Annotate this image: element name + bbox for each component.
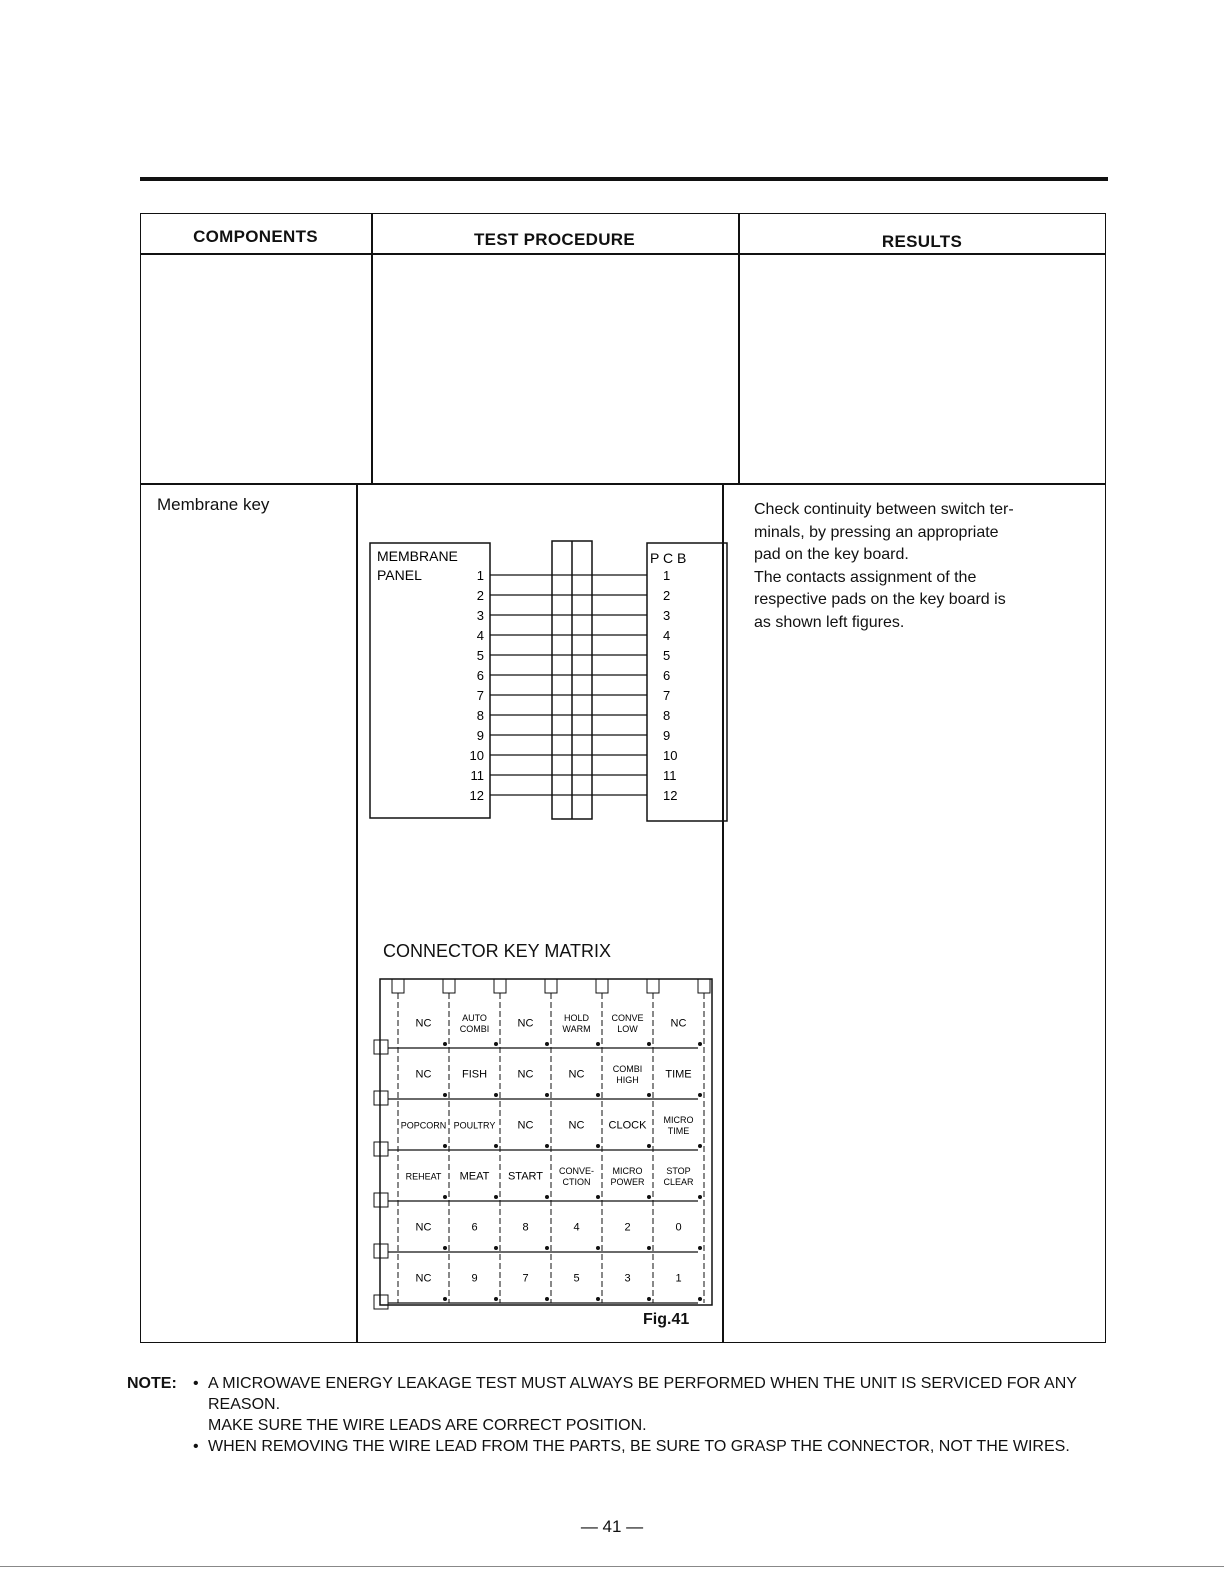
- matrix-contact-dot: [647, 1093, 651, 1097]
- matrix-key-label: NC: [670, 1017, 687, 1030]
- matrix-top-terminal: [647, 979, 659, 993]
- matrix-key-label: STOP: [666, 1166, 691, 1176]
- matrix-contact-dot: [494, 1093, 498, 1097]
- matrix-grid: [374, 979, 710, 1309]
- right-pin-label: 12: [663, 788, 678, 803]
- matrix-key-label: CTION: [562, 1177, 591, 1187]
- matrix-contact-dot: [698, 1195, 702, 1199]
- panel-label: PANEL: [377, 567, 422, 583]
- col-divider: [356, 483, 358, 1343]
- left-pin-label: 6: [476, 668, 484, 683]
- matrix-top-terminal: [494, 979, 506, 993]
- matrix-key-label: NC: [568, 1119, 585, 1132]
- right-pin-label: 3: [663, 608, 671, 623]
- left-pin-label: 5: [476, 648, 484, 663]
- matrix-top-terminal: [596, 979, 608, 993]
- matrix-key-label: NC: [517, 1017, 534, 1030]
- top-rule: [140, 177, 1108, 181]
- matrix-contact-dot: [698, 1246, 702, 1250]
- matrix-top-terminal: [698, 979, 710, 993]
- matrix-key-label: NC: [415, 1068, 432, 1081]
- right-pin-label: 10: [663, 748, 678, 763]
- matrix-contact-dot: [647, 1195, 651, 1199]
- pcb-box: [647, 543, 727, 821]
- matrix-contact-dot: [494, 1042, 498, 1046]
- matrix-key-label: COMBI: [612, 1064, 643, 1074]
- matrix-key-label: WARM: [562, 1024, 591, 1034]
- matrix-contact-dot: [545, 1144, 549, 1148]
- left-pin-label: 1: [476, 568, 484, 583]
- matrix-key-label: POWER: [610, 1177, 645, 1187]
- bullet-icon: •: [193, 1375, 199, 1392]
- matrix-contact-dot: [545, 1042, 549, 1046]
- matrix-key-label: NC: [517, 1068, 534, 1081]
- matrix-key-label: LOW: [617, 1024, 638, 1034]
- results-line: respective pads on the key board is: [754, 591, 1006, 608]
- note-item-extra: MAKE SURE THE WIRE LEADS ARE CORRECT POSITION.: [208, 1417, 647, 1434]
- matrix-contact-dot: [545, 1246, 549, 1250]
- matrix-key-label: HIGH: [616, 1075, 639, 1085]
- matrix-contact-dot: [596, 1144, 600, 1148]
- left-pin-label: 10: [469, 748, 484, 763]
- header-results: RESULTS: [881, 232, 963, 251]
- matrix-key-label: TIME: [665, 1068, 692, 1081]
- matrix-contact-dot: [596, 1297, 600, 1301]
- matrix-key-label: 3: [624, 1272, 631, 1285]
- right-pin-label: 6: [663, 668, 671, 683]
- note-label: NOTE:: [127, 1375, 177, 1392]
- matrix-contact-dot: [545, 1195, 549, 1199]
- matrix-key-label: MEAT: [459, 1170, 490, 1183]
- right-pin-label: 7: [663, 688, 671, 703]
- header-test-procedure: TEST PROCEDURE: [474, 230, 635, 249]
- matrix-key-label: START: [507, 1170, 544, 1183]
- matrix-contact-dot: [443, 1042, 447, 1046]
- matrix-contact-dot: [647, 1297, 651, 1301]
- matrix-contact-dot: [443, 1297, 447, 1301]
- component-name: Membrane key: [157, 495, 270, 514]
- right-pin-label: 2: [663, 588, 671, 603]
- matrix-key-label: POULTRY: [453, 1120, 496, 1131]
- matrix-key-label: 5: [573, 1272, 580, 1285]
- results-line: as shown left figures.: [754, 613, 905, 631]
- matrix-side-terminal: [374, 1295, 388, 1309]
- matrix-contact-dot: [443, 1195, 447, 1199]
- matrix-contact-dot: [596, 1195, 600, 1199]
- matrix-side-terminal: [374, 1040, 388, 1054]
- right-pin-label: 9: [663, 728, 671, 743]
- right-pin-label: 8: [663, 708, 671, 723]
- matrix-key-label: 8: [522, 1221, 529, 1234]
- row-divider: [140, 483, 1106, 485]
- matrix-key-label: CONVE-: [558, 1166, 595, 1176]
- results-text: [754, 499, 1084, 634]
- matrix-contact-dot: [596, 1042, 600, 1046]
- matrix-key-label: 9: [471, 1272, 478, 1285]
- matrix-key-label: HOLD: [563, 1013, 590, 1023]
- page-number: — 41 —: [580, 1517, 644, 1536]
- matrix-key-label: 7: [522, 1272, 529, 1285]
- matrix-top-terminal: [443, 979, 455, 993]
- left-pin-label: 2: [476, 588, 484, 603]
- matrix-contact-dot: [494, 1246, 498, 1250]
- membrane-label: MEMBRANE: [377, 548, 458, 564]
- left-pin-label: 8: [476, 708, 484, 723]
- matrix-key-label: 0: [675, 1221, 682, 1234]
- matrix-contact-dot: [647, 1042, 651, 1046]
- left-pin-label: 7: [476, 688, 484, 703]
- matrix-key-label: 1: [675, 1272, 682, 1285]
- pcb-label: P C B: [650, 550, 687, 566]
- matrix-key-label: 2: [624, 1221, 631, 1234]
- matrix-key-label: MICRO: [663, 1115, 694, 1125]
- wiring-diagram: [360, 535, 740, 835]
- matrix-title: CONNECTOR KEY MATRIX: [383, 941, 612, 961]
- matrix-key-label: 4: [573, 1221, 580, 1234]
- matrix-key-label: CLOCK: [608, 1119, 647, 1132]
- matrix-contact-dot: [698, 1144, 702, 1148]
- matrix-key-label: CLEAR: [663, 1177, 694, 1187]
- matrix-key-label: AUTO: [462, 1013, 487, 1023]
- matrix-top-terminal: [392, 979, 404, 993]
- matrix-key-label: NC: [415, 1221, 432, 1234]
- note-item: [193, 1373, 1093, 1436]
- right-pin-label: 5: [663, 648, 671, 663]
- matrix-key-label: NC: [568, 1068, 585, 1081]
- left-pin-label: 12: [469, 788, 484, 803]
- matrix-contact-dot: [494, 1195, 498, 1199]
- right-pin-label: 1: [663, 568, 671, 583]
- matrix-key-label: 6: [471, 1221, 478, 1234]
- note-item-text: A MICROWAVE ENERGY LEAKAGE TEST MUST ALWAYS BE PERFORMED WHEN THE UNIT IS SERVICED FOR ANY REASON.: [208, 1375, 1077, 1413]
- matrix-contact-dot: [647, 1246, 651, 1250]
- matrix-contact-dot: [596, 1246, 600, 1250]
- matrix-key-label: POPCORN: [400, 1120, 447, 1131]
- results-line: pad on the key board.: [754, 546, 909, 563]
- left-pin-label: 3: [476, 608, 484, 623]
- matrix-side-terminal: [374, 1142, 388, 1156]
- right-pin-label: 11: [663, 768, 677, 783]
- matrix-contact-dot: [698, 1042, 702, 1046]
- matrix-contact-dot: [647, 1144, 651, 1148]
- matrix-contact-dot: [596, 1093, 600, 1097]
- matrix-contact-dot: [698, 1297, 702, 1301]
- results-line: The contacts assignment of the: [754, 568, 977, 586]
- matrix-contact-dot: [443, 1246, 447, 1250]
- header-components: COMPONENTS: [193, 227, 318, 246]
- results-line: Check continuity between switch ter-: [754, 501, 1014, 518]
- matrix-key-label: REHEAT: [405, 1171, 442, 1182]
- matrix-key-label: TIME: [667, 1126, 690, 1136]
- matrix-side-terminal: [374, 1091, 388, 1105]
- left-pin-label: 9: [476, 728, 484, 743]
- left-pin-label: 11: [470, 768, 484, 783]
- figure-label: Fig.41: [643, 1311, 690, 1328]
- key-matrix: [370, 975, 720, 1315]
- matrix-contact-dot: [494, 1144, 498, 1148]
- matrix-top-terminal: [545, 979, 557, 993]
- matrix-contact-dot: [443, 1144, 447, 1148]
- matrix-side-terminal: [374, 1244, 388, 1258]
- note-item: [193, 1436, 1093, 1457]
- matrix-contact-dot: [443, 1093, 447, 1097]
- matrix-contact-dot: [545, 1093, 549, 1097]
- bullet-icon: •: [193, 1438, 199, 1455]
- right-pin-label: 4: [663, 628, 671, 643]
- note-item-text: WHEN REMOVING THE WIRE LEAD FROM THE PARTS, BE SURE TO GRASP THE CONNECTOR, NOT THE WIRES.: [208, 1438, 1070, 1455]
- matrix-contact-dot: [545, 1297, 549, 1301]
- results-line: minals, by pressing an appropriate: [754, 523, 999, 541]
- matrix-key-label: NC: [415, 1272, 432, 1285]
- header-divider: [140, 253, 1106, 255]
- matrix-key-label: COMBI: [459, 1024, 490, 1034]
- matrix-contact-dot: [494, 1297, 498, 1301]
- bottom-rule: [0, 1566, 1224, 1567]
- matrix-key-label: MICRO: [612, 1166, 643, 1176]
- matrix-key-label: FISH: [461, 1068, 488, 1081]
- matrix-key-label: NC: [517, 1119, 534, 1132]
- matrix-key-label: CONVE: [611, 1013, 644, 1023]
- matrix-key-label: NC: [415, 1017, 432, 1030]
- left-pin-label: 4: [476, 628, 484, 643]
- matrix-side-terminal: [374, 1193, 388, 1207]
- matrix-contact-dot: [698, 1093, 702, 1097]
